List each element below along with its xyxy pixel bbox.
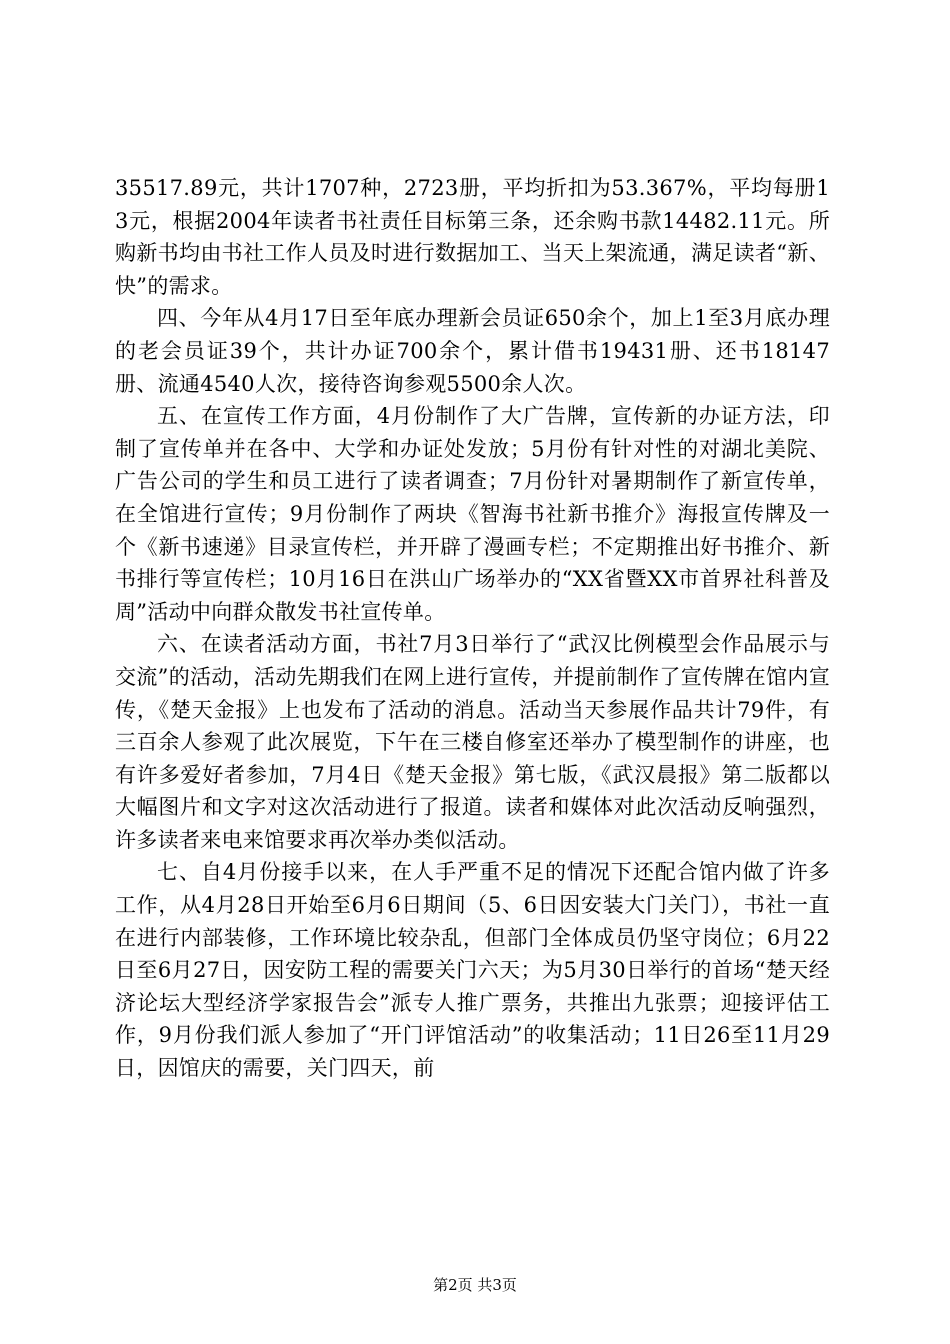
document-body xyxy=(115,172,830,1085)
paragraph-six-reader-activities: 六、在读者活动方面，书社7月3日举行了“武汉比例模型会作品展示与交流”的活动，活动先期我们在网上进行宣传，并提前制作了宣传牌在馆内宣传，《楚天金报》上也发布了活动的消息。活动当天参展作品共计79件，有三百余人参观了此次展览，下午在三楼自修室还举办了模型制作的讲座，也有许多爱好者参加，7月4日《楚天金报》第七版，《武汉晨报》第二版都以大幅图片和文字对这次活动进行了报道。读者和媒体对此次活动反响强烈，许多读者来电来馆要求再次举办类似活动。 xyxy=(115,632,830,852)
paragraph-continued-purchase: 35517.89元，共计1707种，2723册，平均折扣为53.367%，平均每册13元，根据2004年读者书社责任目标第三条，还余购书款14482.11元。所购新书均由书社工作人员及时进行数据加工、当天上架流通，满足读者“新、快”的需求。 xyxy=(115,176,830,298)
page-footer: 第2页 共3页 xyxy=(433,1276,517,1294)
paragraph-five-publicity: 五、在宣传工作方面，4月份制作了大广告牌，宣传新的办证方法，印制了宣传单并在各中、大学和办证处发放；5月份有针对性的对湖北美院、广告公司的学生和员工进行了读者调查；7月份针对暑期制作了新宣传单，在全馆进行宣传；9月份制作了两块《智海书社新书推介》海报宣传牌及一个《新书速递》目录宣传栏，并开辟了漫画专栏；不定期推出好书推介、新书排行等宣传栏；10月16日在洪山广场举办的“XX省暨XX市首界社科普及周”活动中向群众散发书社宣传单。 xyxy=(115,404,830,624)
paragraph-seven-other-work: 七、自4月份接手以来，在人手严重不足的情况下还配合馆内做了许多工作，从4月28日开始至6月6日期间（5、6日因安装大门关门），书社一直在进行内部装修，工作环境比较杂乱，但部门全体成员仍坚守岗位；6月22日至6月27日，因安防工程的需要关门六天；为5月30日举行的首场“楚天经济论坛大型经济学家报告会”派专人推广票务，共推出九张票；迎接评估工作，9月份我们派人参加了“开门评馆活动”的收集活动；11日26至11月29日，因馆庆的需要，关门四天，前 xyxy=(115,860,830,1081)
paragraph-four-membership: 四、今年从4月17日至年底办理新会员证650余个，加上1至3月底办理的老会员证39个，共计办证700余个，累计借书19431册、还书18147册、流通4540人次，接待咨询参观5500余人次。 xyxy=(115,306,830,396)
